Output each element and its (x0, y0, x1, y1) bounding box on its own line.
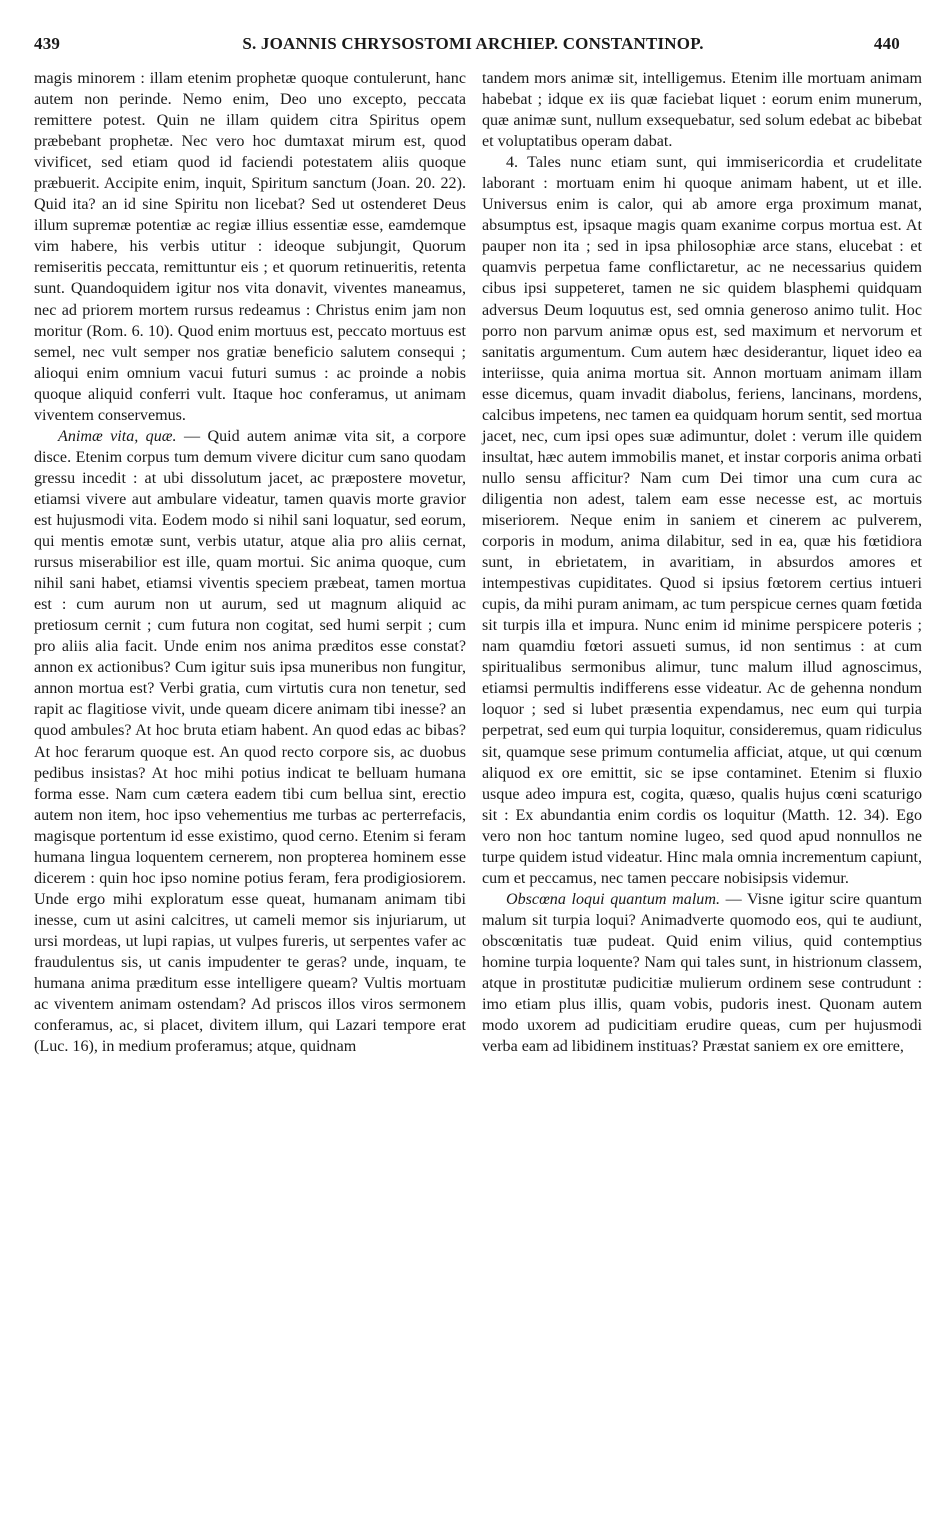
paragraph-text: — Visne igitur scire quantum malum sit turpia loqui? Animadverte quomodo eos, qui te audiunt, obscœnitatis tuæ pudeat. Quid enim vilius, quid contemptius homine turpia loquente? Nam qui tales sunt, in histrionum classem, atque in prostitutæ pudicitiæ mulierum ordinem sese contrudunt : imo etiam plus illis, quam vobis, pudoris inest. Quonam autem modo uxorem ad pudicitiam erudire queas, cum per hujusmodi verba eam ad libidinem instituas? Præstat saniem ex ore emittere, (482, 890, 922, 1056)
right-column (482, 68, 922, 1057)
page-number-right: 440 (873, 34, 900, 53)
paragraph (482, 889, 922, 1057)
section-heading: Obscœna loqui quantum malum. (506, 890, 720, 908)
paragraph-text: — Quid autem animæ vita sit, a corpore disce. Etenim corpus tum demum vivere dicitur cum sano quodam gressu incedit : at ubi dissolutum jacet, ac præpostere movetur, etiamsi vivere aut ambulare videatur, tamen quavis morte gravior est hujusmodi vita. Eodem modo si nihil sani loquatur, sed eorum, qui mentis emotæ sunt, verbis utatur, atque alia pro aliis cernat, rursus miserabilior est ille, quam mortui. Sic anima quoque, cum nihil sani habet, etiamsi viventis speciem præbeat, tamen mortua est : cum aurum non ut aurum, sed ut magnum aliquid ac pretiosum cernit ; cum futura non cogitat, sed humi serpit ; cum pro aliis alia facit. Unde enim nos anima præditos esse constat? annon ex actionibus? Cum igitur suis ipsa muneribus non fungitur, annon mortua est? Verbi gratia, cum virtutis cura non tenetur, sed rapit ac flagitiose vivit, unde queam dicere animam tibi inesse? an quod ambules? At hoc bruta etiam habent. An quod edas ac bibas? At hoc ferarum quoque est. An quod recto corpore sis, ac duobus pedibus insistas? At hoc mihi potius indicat te belluam humana forma esse. Nam cum cætera eadem tibi cum bellua sint, erectio autem non item, hoc ipso vehementius me turbas ac perterrefacis, magisque portentum id esse existimo, quod cerno. Etenim si feram humana lingua loquentem cernerem, non propterea hominem esse dicerem : quin hoc ipso nomine potius feram, fera prodigiosiorem. Unde ergo mihi exploratum esse queat, humanam animam tibi inesse, cum ut asini calcitres, ut cameli memor sis injuriarum, ut ursi mordeas, ut lupi rapias, ut vulpes fureris, ut serpentes vafer ac fraudulentus sis, ut canis impudenter te geras? unde, inquam, te humana anima præditum esse intelligere queam? Vultis mortuam ac viventem animam ostendam? Ad priscos illos viros sermonem conferamus, ac, si placet, divitem illum, qui Lazari tempore erat (Luc. 16), in medium proferamus; atque, quidnam (34, 427, 467, 1056)
section-heading: Animæ vita, quæ. (58, 427, 177, 445)
left-column (34, 68, 466, 1057)
running-title: S. JOANNIS CHRYSOSTOMI ARCHIEP. CONSTANTINOP. (242, 34, 704, 53)
paragraph (34, 426, 466, 1057)
page-number-left: 439 (34, 34, 61, 53)
paragraph: 4. Tales nunc etiam sunt, qui immisericordia et crudelitate laborant : mortuam enim hi quoque animam habent, ut et ille. Universus enim is calor, qui ab amore erga proximum manat, absumptus est, ipsaque magis quam exanime corpus mortua est. At pauper non ita ; sed in ipsa philosophiæ arce stans, elucebat : et quamvis perpetua fame conflictaretur, ac ne necessarius quidem cibus ipsi suppeteret, tamen ne sic quidem blasphemi quidquam adversus Deum loquutus est, sed omnia generoso animo tulit. Hoc porro non parvum animæ opus est, sed maximum et nervorum et sanitatis argumentum. Cum autem hæc desiderantur, liquet ideo ea interiisse, quia anima mortua sit. Annon mortuam animam illam esse dicemus, quam invadit diabolus, feriens, lancinans, mordens, calcibus impetens, nec tamen ea quidquam horum sentit, sed mortua jacet, nec, cum ipsi opes suæ adimuntur, dolet : verum ille quidem insultat, hæc autem immobilis manet, et instar corporis anima orbati nullo sensu afficitur? Nam cum Dei timor una cum cura ac diligentia non adest, talem eam esse necesse est, ac mortuis miseriorem. Neque enim in saniem et cinerem ac pulverem, corporis in modum, anima dilabitur, sed in ea, quæ his fœtidiora sunt, in ebrietatem, in avaritiam, in absurdos amores et intempestivas cupiditates. Quod si ipsius fœtorem certius intueri cupis, da mihi puram animam, ac tum perspicue cernes quam fœtida sit turpis illa et impura. Nunc enim id minime perspicere poteris ; nam quamdiu fœtori assueti sumus, id non sentimus : at cum spiritualibus sermonibus alimur, tunc malum illud agnoscimus, etiamsi permultis indifferens esse videatur. Ac de gehenna nondum loquor ; sed si lubet præsentia expendamus, nec eum qui turpia perpetrat, sed eum qui turpia loquitur, consideremus, quam ridiculus sit, quamque sese primum contumelia afficiat, atque, ut qui cœnum aliquod ex ore emittit, sic se ipse contaminet. Etenim si fluxio usque adeo impura est, cogita, quæso, qualis hujus cœni scaturigo sit : Ex abundantia enim cordis os loquitur (Matth. 12. 34). Ego vero non hoc tantum nomine lugeo, sed quod apud nonnullos ne turpe quidem istud videatur. Hinc mala omnia incrementum capiunt, cum et peccamus, nec tamen peccare nobisipsis videmur. (482, 154, 922, 887)
paragraph: magis minorem : illam etenim prophetæ quoque contulerunt, hanc autem non perinde. Nemo enim, Deo uno excepto, peccata remittere potest. Quin ne illam quidem citra Spiritus opem præbebant prophetæ. Nec vero hoc dumtaxat mirum est, quod vivificet, sed etiam quod id faciendi potestatem aliis quoque præbuerit. Accipite enim, inquit, Spiritum sanctum (Joan. 20. 22). Quid ita? an id sine Spiritu non licebat? Sed ut ostenderet Deus illum supremæ potentiæ ac regiæ illius essentiæ esse, eamdemque vim habere, his verbis utitur : ideoque subjungit, Quorum remiseritis peccata, remittuntur eis ; et quorum retinueritis, retenta sunt. Quandoquidem igitur nos vita donavit, viventes maneamus, nec ad priorem mortem rursus redeamus : Christus enim jam non moritur (Rom. 6. 10). Quod enim mortuus est, peccato mortuus est semel, nec vult semper nos gratiæ beneficio salutem consequi ; alioqui enim omnium vacui futuri sumus : ac proinde a nobis quoque aliquid conferri vult. Itaque hoc conferamus, ut animam viventem conservemus. (34, 70, 466, 424)
running-header (34, 34, 912, 60)
paragraph: tandem mors animæ sit, intelligemus. Etenim ille mortuam animam habebat ; idque ex iis quæ faciebat liquet : eorum enim munerum, quæ animæ sunt, nullum exsequebatur, sed solum edebat ac bibebat et voluptatibus operam dabat. (482, 70, 922, 151)
